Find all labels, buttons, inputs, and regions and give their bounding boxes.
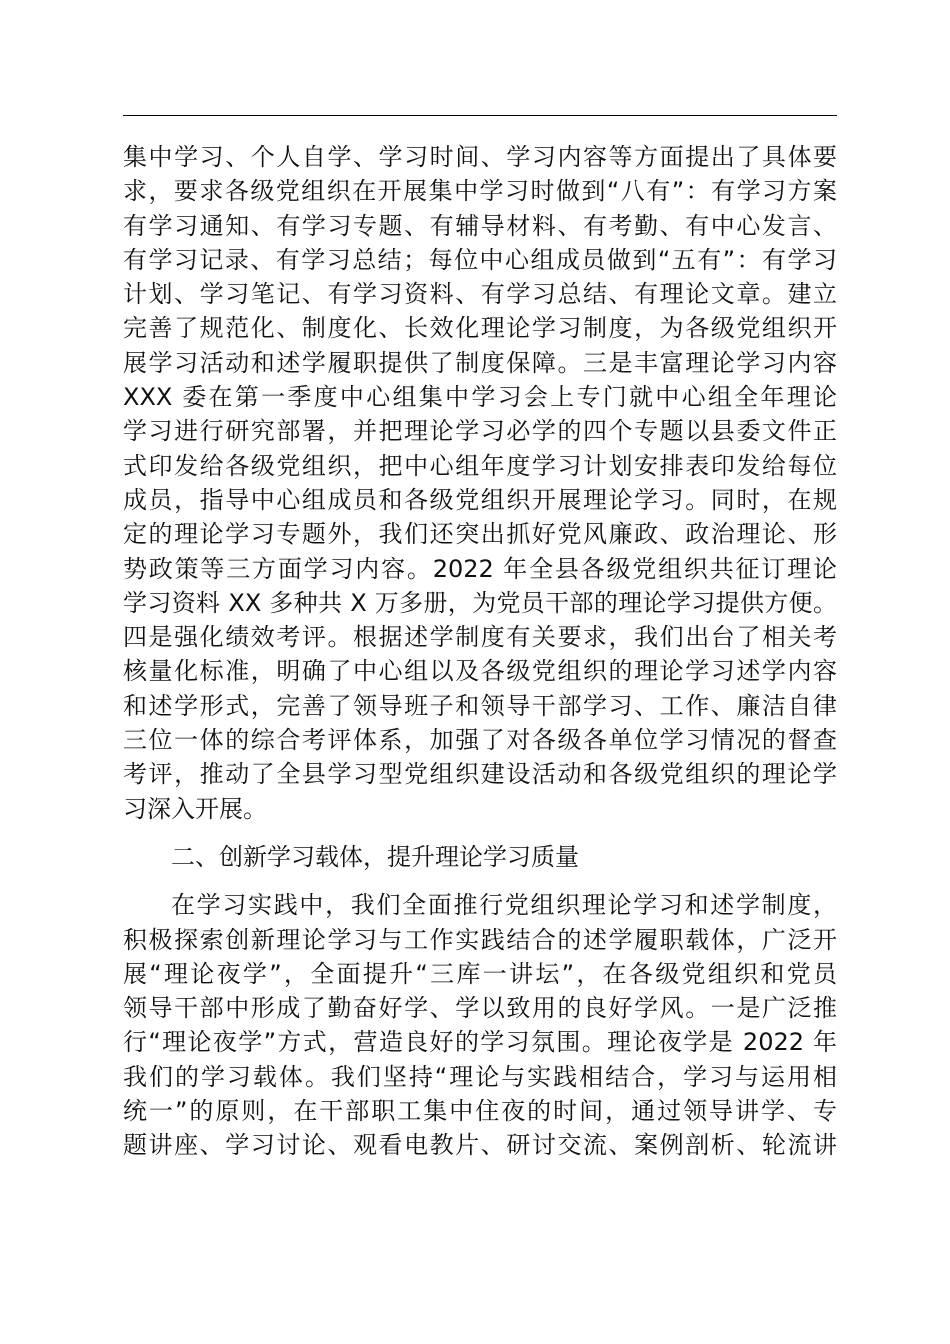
- text-line: 展“理论夜学”，全面提升“三库一讲坛”，在各级党组织和党员: [123, 959, 837, 988]
- section-heading-text: 二、创新学习载体，提升理论学习质量: [171, 842, 579, 871]
- text-line: 式印发给各级党组织，把中心组年度学习计划安排表印发给每位: [123, 451, 837, 480]
- text-line: 求，要求各级党组织在开展集中学习时做到“八有”：有学习方案: [123, 177, 837, 206]
- text-line: 势政策等三方面学习内容。2022 年全县各级党组织共征订理论: [123, 554, 837, 583]
- text-line: 统一”的原则，在干部职工集中住夜的时间，通过领导讲学、专: [123, 1097, 837, 1126]
- text-line: 领导干部中形成了勤奋好学、学以致用的良好学风。一是广泛推: [123, 994, 837, 1023]
- text-line: 核量化标准，明确了中心组以及各级党组织的理论学习述学内容: [123, 657, 837, 686]
- text-line: 我们的学习载体。我们坚持“理论与实践相结合，学习与运用相: [123, 1062, 837, 1091]
- text-line: 在学习实践中，我们全面推行党组织理论学习和述学制度，: [171, 891, 837, 920]
- text-line: 有学习通知、有学习专题、有辅导材料、有考勤、有中心发言、: [123, 211, 837, 240]
- text-line: 题讲座、学习讨论、观看电教片、研讨交流、案例剖析、轮流讲: [123, 1131, 837, 1160]
- text-line: 有学习记录、有学习总结；每位中心组成员做到“五有”：有学习: [123, 245, 837, 274]
- text-line: 考评，推动了全县学习型党组织建设活动和各级党组织的理论学: [123, 760, 837, 789]
- paragraph-1: [123, 140, 837, 826]
- text-line: 学习进行研究部署，并把理论学习必学的四个专题以县委文件正: [123, 417, 837, 446]
- text-line: 展学习活动和述学履职提供了制度保障。三是丰富理论学习内容: [123, 348, 837, 377]
- text-line: 完善了规范化、制度化、长效化理论学习制度，为各级党组织开: [123, 314, 837, 343]
- document-body: [123, 140, 837, 1163]
- section-heading: [123, 840, 837, 874]
- text-line: 成员，指导中心组成员和各级党组织开展理论学习。同时，在规: [123, 485, 837, 514]
- text-line: 积极探索创新理论学习与工作实践结合的述学履职载体，广泛开: [123, 925, 837, 954]
- text-line: XXX 委在第一季度中心组集中学习会上专门就中心组全年理论: [123, 383, 837, 412]
- text-line: 三位一体的综合考评体系，加强了对各级各单位学习情况的督查: [123, 726, 837, 755]
- text-line: 习深入开展。: [123, 794, 267, 823]
- paragraph-gap: [123, 826, 837, 840]
- paragraph-gap: [123, 874, 837, 888]
- text-line: 集中学习、个人自学、学习时间、学习内容等方面提出了具体要: [123, 143, 837, 171]
- text-line: 和述学形式，完善了领导班子和领导干部学习、工作、廉洁自律: [123, 691, 837, 720]
- text-line: 计划、学习笔记、有学习资料、有学习总结、有理论文章。建立: [123, 280, 837, 309]
- text-line: 行“理论夜学”方式，营造良好的学习氛围。理论夜学是 2022 年: [123, 1028, 837, 1057]
- text-line: 定的理论学习专题外，我们还突出抓好党风廉政、政治理论、形: [123, 520, 837, 549]
- paragraph-2: [123, 888, 837, 1162]
- header-rule: [123, 115, 837, 116]
- text-line: 四是强化绩效考评。根据述学制度有关要求，我们出台了相关考: [123, 623, 837, 652]
- text-line: 学习资料 XX 多种共 X 万多册，为党员干部的理论学习提供方便。: [123, 588, 837, 617]
